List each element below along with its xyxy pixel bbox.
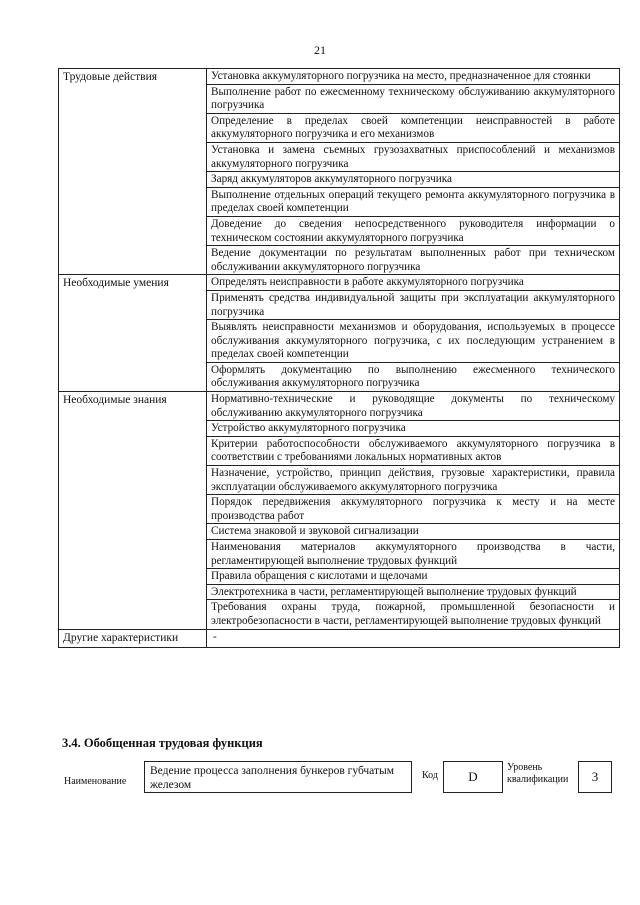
row-label: Необходимые умения (59, 275, 207, 392)
page-number: 21 (314, 43, 326, 57)
list-item: Нормативно-технические и руководящие документы по техническому обслуживанию аккумуляторного погрузчика (211, 393, 615, 419)
list-item: Устройство аккумуляторного погрузчика (207, 420, 619, 436)
row-items (207, 629, 620, 647)
list-item: Порядок передвижения аккумуляторного погрузчика к месту и на месте производства работ (207, 494, 619, 523)
section-heading: 3.4. Обобщенная трудовая функция (62, 736, 263, 750)
list-item: Установка аккумуляторного погрузчика на место, предназначенное для стоянки (211, 70, 591, 82)
row-items (207, 69, 620, 275)
list-item: Система знаковой и звуковой сигнализации (207, 523, 619, 539)
table-row (59, 69, 620, 275)
table-row (59, 392, 620, 630)
list-item: Ведение документации по результатам выполненных работ при техническом обслуживании аккумуляторного погрузчика (207, 245, 619, 274)
list-item: Доведение до сведения непосредственного руководителя информации о техническом состоянии аккумуляторного погрузчика (207, 216, 619, 245)
list-item: - (213, 630, 217, 643)
list-item: Требования охраны труда, пожарной, промышленной безопасности и электробезопасности в части, регламентирующей выполнение трудовых функций (207, 599, 619, 628)
labor-function-table (58, 68, 620, 648)
table-row (59, 275, 620, 392)
function-name-field: Ведение процесса заполнения бункеров губчатым железом (144, 761, 412, 793)
list-item: Заряд аккумуляторов аккумуляторного погрузчика (207, 171, 619, 187)
row-label: Другие характеристики (59, 629, 207, 647)
name-label: Наименование (64, 776, 127, 787)
list-item: Электротехника в части, регламентирующей выполнение трудовых функций (207, 584, 619, 600)
list-item: Правила обращения с кислотами и щелочами (207, 568, 619, 584)
list-item: Выявлять неисправности механизмов и оборудования, используемых в процессе обслуживания аккумуляторного погрузчика, с их последующим устранением в пределах своей компетенции (207, 319, 619, 362)
list-item: Оформлять документацию по выполнению ежесменного технического обслуживания аккумуляторного погрузчика (207, 362, 619, 391)
list-item: Выполнение работ по ежесменному техническому обслуживанию аккумуляторного погрузчика (207, 84, 619, 113)
row-label: Трудовые действия (59, 69, 207, 275)
qualification-level-label: Уровень квалификации (507, 762, 569, 785)
row-label: Необходимые знания (59, 392, 207, 630)
list-item: Установка и замена съемных грузозахватных приспособлений и механизмов аккумуляторного погрузчика (207, 142, 619, 171)
code-field: D (443, 761, 503, 793)
list-item: Выполнение отдельных операций текущего ремонта аккумуляторного погрузчика в пределах своей компетенции (207, 187, 619, 216)
row-items (207, 275, 620, 392)
row-items (207, 392, 620, 630)
qualification-level-field: 3 (578, 761, 612, 793)
list-item: Определять неисправности в работе аккумуляторного погрузчика (211, 276, 524, 289)
list-item: Назначение, устройство, принцип действия, грузовые характеристики, правила эксплуатации обслуживаемого аккумуляторного погрузчика (207, 465, 619, 494)
code-label: Код (422, 770, 438, 781)
list-item: Критерии работоспособности обслуживаемого аккумуляторного погрузчика в соответствии с требованиями локальных нормативных актов (207, 436, 619, 465)
list-item: Определение в пределах своей компетенции неисправностей в работе аккумуляторного погрузчика и его механизмов (207, 113, 619, 142)
list-item: Наименования материалов аккумуляторного производства в части, регламентирующей выполнение трудовых функций (207, 539, 619, 568)
list-item: Применять средства индивидуальной защиты при эксплуатации аккумуляторного погрузчика (207, 290, 619, 319)
table-row (59, 629, 620, 647)
